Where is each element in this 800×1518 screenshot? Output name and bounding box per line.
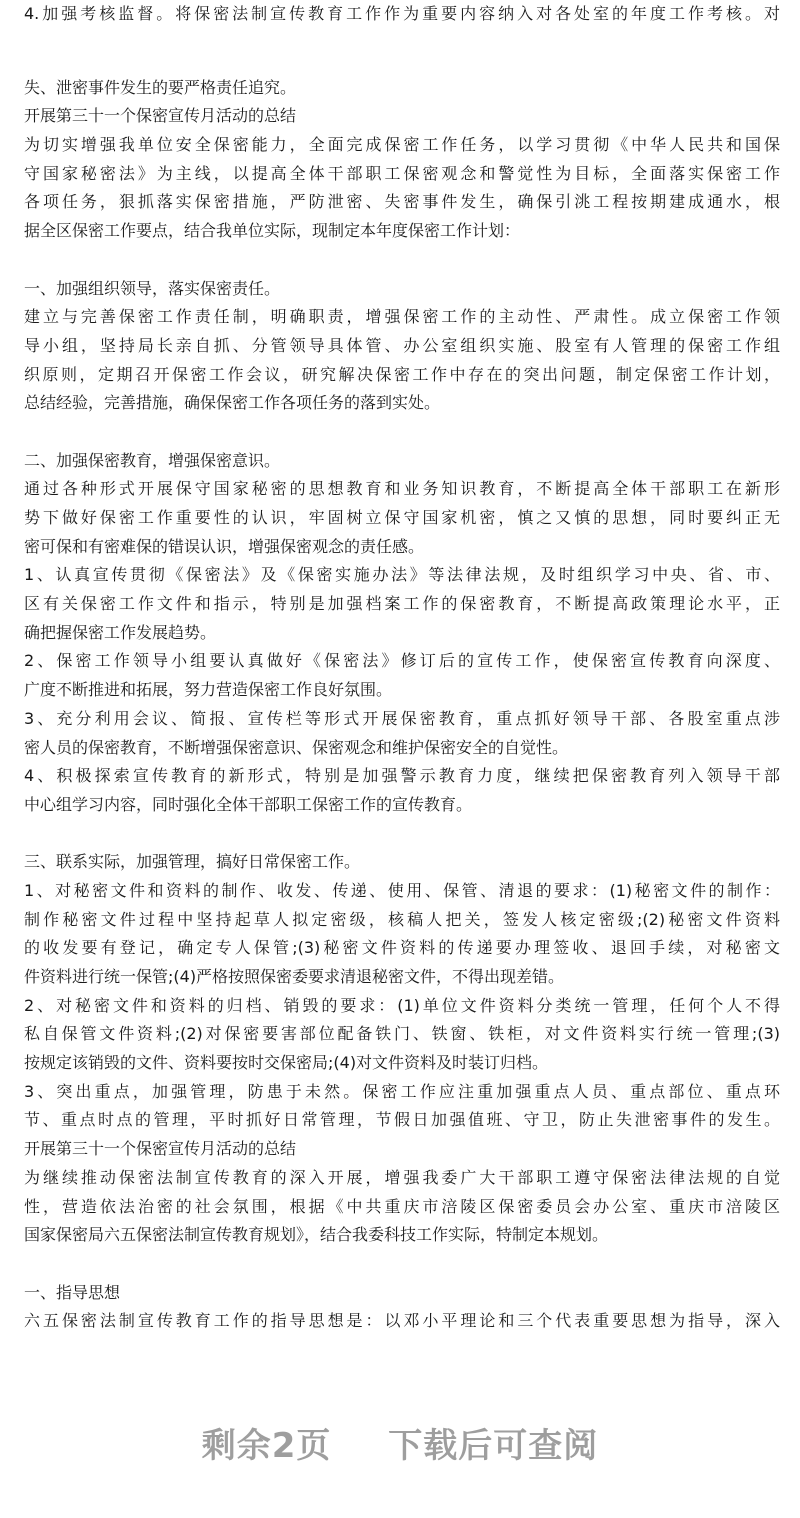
text-line: 节、重点时点的管理，平时抓好日常管理，节假日加强值班、守卫，防止失泄密事件的发生。 [24,1110,780,1130]
text-line: 密人员的保密教育，不断增强保密意识、保密观念和维护保密安全的自觉性。 [24,737,569,757]
download-banner[interactable] [0,1418,800,1467]
text-line: 性，营造依法治密的社会氛围，根据《中共重庆市涪陵区保密委员会办公室、重庆市涪陵区 [24,1196,780,1216]
text-line: 失、泄密事件发生的要严格责任追究。 [24,77,297,97]
paragraph-gap [24,1250,780,1279]
text-line: 一、加强组织领导，落实保密责任。 [24,278,281,298]
text-line: 织原则，定期召开保密工作会议，研究解决保密工作中存在的突出问题，制定保密工作计划， [24,364,780,384]
paragraph-gap [24,820,780,849]
download-hint-label: 下载后可查阅 [388,1426,599,1466]
text-line: 件资料进行统一保管;(4)严格按照保密委要求清退秘密文件，不得出现差错。 [24,967,565,986]
text-line: 导小组，坚持局长亲自抓、分管领导具体管、办公室组织实施、股室有人管理的保密工作组 [24,335,780,355]
text-line: 2、保密工作领导小组要认真做好《保密法》修订后的宣传工作，使保密宣传教育向深度、 [24,651,780,671]
text-line: 三、联系实际，加强管理，搞好日常保密工作。 [24,852,361,872]
text-line: 守国家秘密法》为主线，以提高全体干部职工保密观念和警觉性为目标，全面落实保密工作 [24,163,780,183]
text-line: 一、指导思想 [24,1282,121,1302]
text-line: 3、充分利用会议、简报、宣传栏等形式开展保密教育，重点抓好领导干部、各股室重点涉 [24,708,780,728]
paragraph-gap [24,246,780,275]
text-line: 区有关保密工作文件和指示，特别是加强档案工作的保密教育，不断提高政策理论水平，正 [24,594,780,614]
text-line: 4.加强考核监督。将保密法制宣传教育工作作为重要内容纳入对各处室的年度工作考核。对 [24,4,780,23]
text-line: 4、积极探索宣传教育的新形式，特别是加强警示教育力度，继续把保密教育列入领导干部 [24,766,780,786]
text-line: 中心组学习内容，同时强化全体干部职工保密工作的宣传教育。 [24,794,473,814]
text-line: 广度不断推进和拓展，努力营造保密工作良好氛围。 [24,680,393,700]
text-line: 2、对秘密文件和资料的归档、销毁的要求：(1)单位文件资料分类统一管理，任何个人不得 [24,995,780,1015]
text-line: 国家保密局六五保密法制宣传教育规划》，结合我委科技工作实际，特制定本规划。 [24,1225,609,1245]
text-line: 各项任务，狠抓落实保密措施，严防泄密、失密事件发生，确保引洮工程按期建成通水，根 [24,192,780,212]
paragraph-gap [24,418,780,447]
document-body [24,0,780,1336]
text-line: 为切实增强我单位安全保密能力，全面完成保密工作任务，以学习贯彻《中华人民共和国保 [24,135,780,155]
text-line: 六五保密法制宣传教育工作的指导思想是：以邓小平理论和三个代表重要思想为指导，深入 [24,1311,780,1331]
text-line: 总结经验，完善措施，确保保密工作各项任务的落到实处。 [24,393,441,413]
text-line: 按规定该销毁的文件、资料要按时交保密局;(4)对文件资料及时装订归档。 [24,1053,549,1073]
text-line: 私自保管文件资料;(2)对保密要害部位配备铁门、铁窗、铁柜，对文件资料实行统一管理;(3) [24,1024,780,1044]
text-line: 二、加强保密教育，增强保密意识。 [24,450,281,470]
text-line: 建立与完善保密工作责任制，明确职责，增强保密工作的主动性、严肃性。成立保密工作领 [24,307,780,327]
text-line: 开展第三十一个保密宣传月活动的总结 [24,106,297,126]
text-line: 据全区保密工作要点，结合我单位实际，现制定本年度保密工作计划： [24,221,521,241]
text-line: 1、认真宣传贯彻《保密法》及《保密实施办法》等法律法规，及时组织学习中央、省、市、 [24,565,780,585]
text-line: 密可保和有密难保的错误认识，增强保密观念的责任感。 [24,536,425,556]
text-line: 为继续推动保密法制宣传教育的深入开展，增强我委广大干部职工遵守保密法律法规的自觉 [24,1167,780,1187]
text-line: 1、对秘密文件和资料的制作、收发、传递、使用、保管、清退的要求：(1)秘密文件的制作： [24,880,780,900]
text-line: 确把握保密工作发展趋势。 [24,622,217,642]
text-line: 开展第三十一个保密宣传月活动的总结 [24,1139,297,1159]
text-line: 通过各种形式开展保守国家秘密的思想教育和业务知识教育，不断提高全体干部职工在新形 [24,479,780,499]
text-line: 势下做好保密工作重要性的认识，牢固树立保守国家机密，慎之又慎的思想，同时要纠正无 [24,508,780,527]
remaining-pages-label: 剩余2页 [201,1426,332,1466]
paragraph-gap [24,29,780,74]
text-line: 制作秘密文件过程中坚持起草人拟定密级，核稿人把关，签发人核定密级;(2)秘密文件资料 [24,909,780,929]
text-line: 3、突出重点，加强管理，防患于未然。保密工作应注重加强重点人员、重点部位、重点环 [24,1081,780,1101]
text-line: 的收发要有登记，确定专人保管;(3)秘密文件资料的传递要办理签收、退回手续，对秘密文 [24,938,780,958]
